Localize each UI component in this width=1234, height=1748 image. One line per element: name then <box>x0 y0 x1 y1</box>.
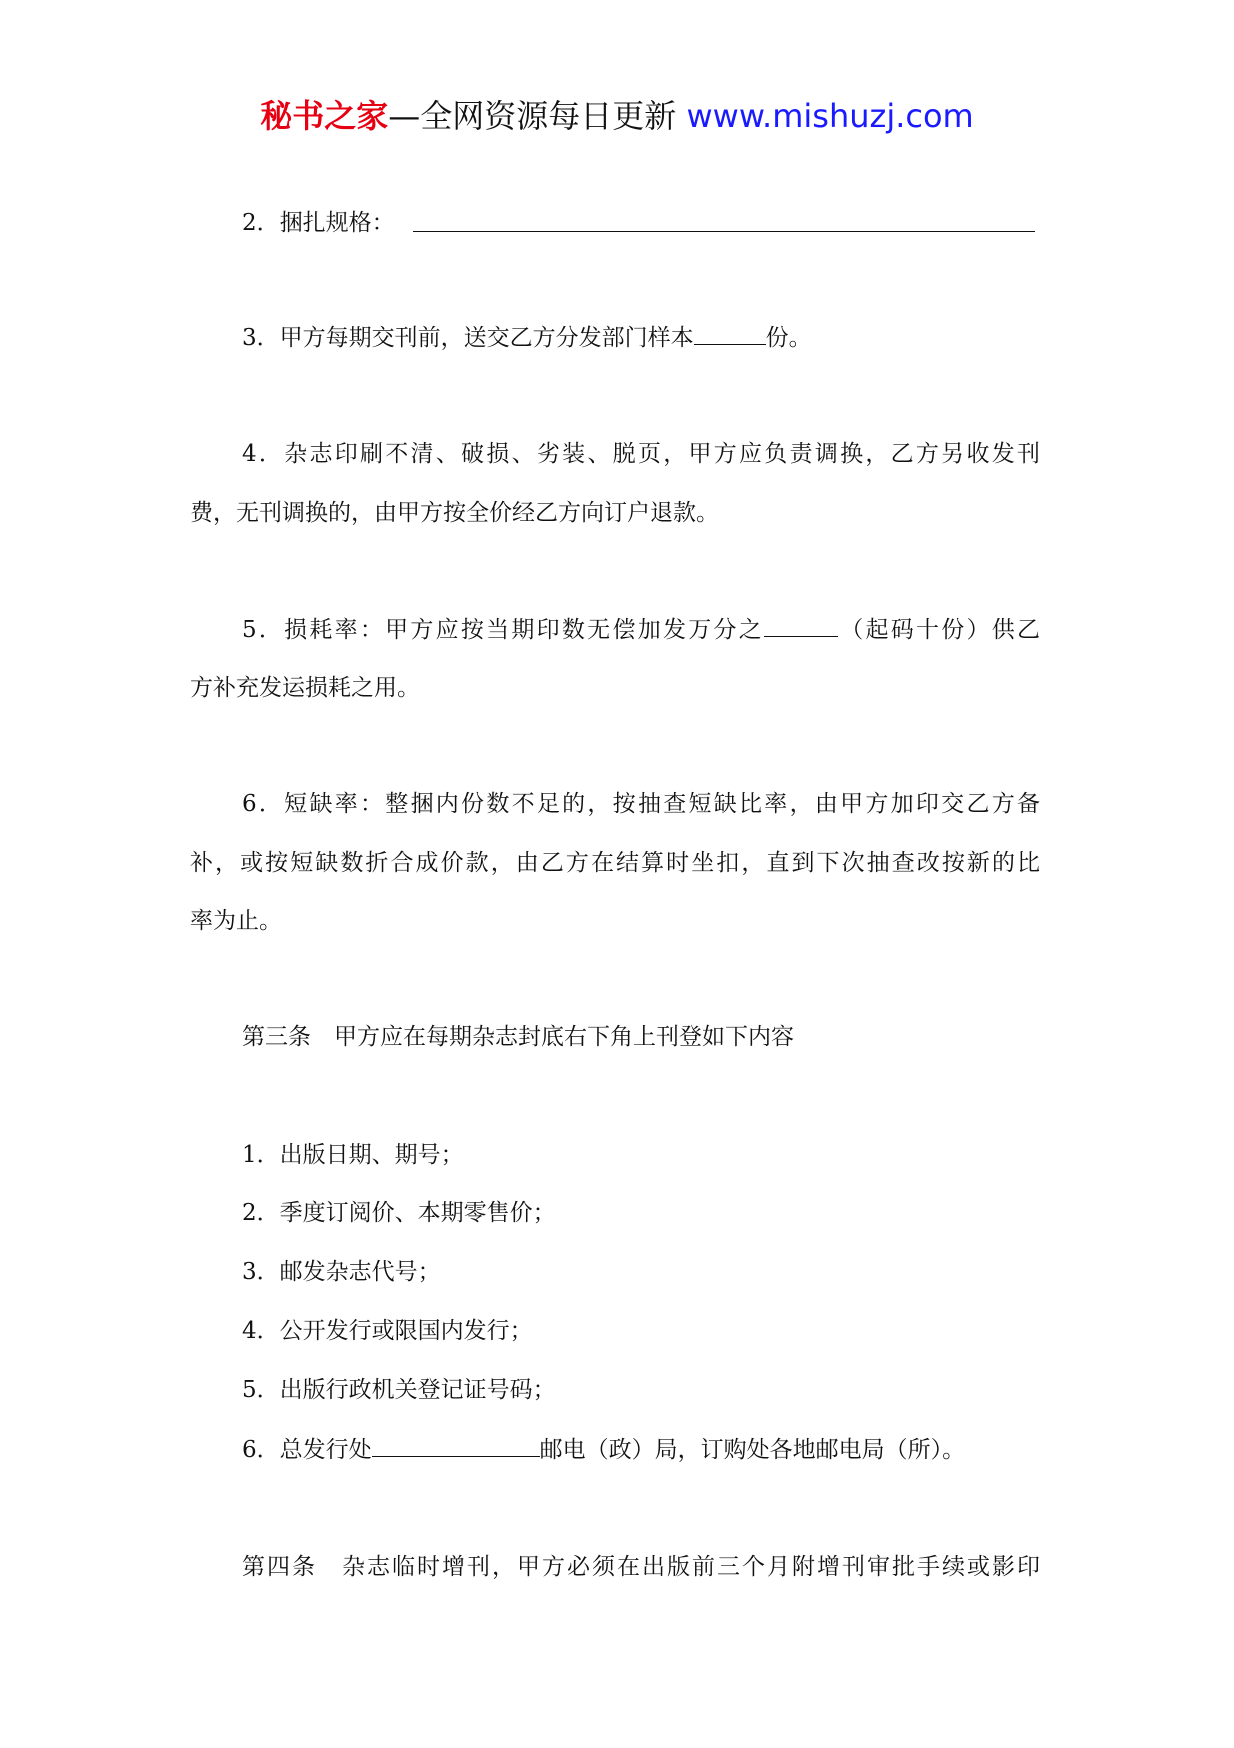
site-url-link[interactable]: www.mishuzj.com <box>686 97 974 135</box>
sample-copies-line <box>242 322 1040 353</box>
item4-line2: 费，无刊调换的，由甲方按全价经乙方向订户退款。 <box>190 500 719 526</box>
distribution-blank <box>372 1434 540 1457</box>
list-item: 4．公开发行或限国内发行； <box>242 1318 533 1344</box>
bundle-spec-line <box>242 208 1040 238</box>
article3-heading: 第三条 甲方应在每期杂志封底右下角上刊登如下内容 <box>242 1024 794 1050</box>
list-item: 2．季度订阅价、本期零售价； <box>242 1200 556 1226</box>
list-item: 3．邮发杂志代号； <box>242 1259 441 1285</box>
distribution-text: 6．总发行处 <box>242 1437 372 1463</box>
distribution-tail: 邮电（政）局，订购处各地邮电局（所）。 <box>539 1437 966 1463</box>
bundle-spec-label: 2．捆扎规格： <box>242 210 395 236</box>
item5-line2: 方补充发运损耗之用。 <box>190 675 420 701</box>
site-brand: 秘书之家 <box>260 97 389 135</box>
list-item: 1．出版日期、期号； <box>242 1142 464 1168</box>
sample-copies-unit: 份。 <box>765 325 812 351</box>
site-slogan: —全网资源每日更新 <box>388 97 677 135</box>
loss-rate-text: 5．损耗率：甲方应按当期印数无偿加发万分之 <box>242 617 764 643</box>
item6-line1: 6．短缺率：整捆内份数不足的，按抽查短缺比率，由甲方加印交乙方备 <box>242 791 1040 817</box>
list-item: 5．出版行政机关登记证号码； <box>242 1377 556 1403</box>
item6-line3: 率为止。 <box>190 908 282 934</box>
list-item-distribution <box>242 1434 1040 1465</box>
article4-line1: 第四条 杂志临时增刊，甲方必须在出版前三个月附增刊审批手续或影印 <box>242 1554 1040 1580</box>
item4-line1: 4．杂志印刷不清、破损、劣装、脱页，甲方应负责调换，乙方另收发刊 <box>242 441 1040 467</box>
loss-rate-tail: （起码十份）供乙 <box>837 617 1040 643</box>
item6-line2: 补，或按短缺数折合成价款，由乙方在结算时坐扣，直到下次抽查改按新的比 <box>190 850 1040 876</box>
loss-rate-blank <box>764 614 838 637</box>
sample-copies-text: 3．甲方每期交刊前，送交乙方分发部门样本 <box>242 325 694 351</box>
loss-rate-line <box>242 614 1040 645</box>
site-header <box>0 96 1234 136</box>
bundle-spec-blank <box>413 231 1035 232</box>
sample-copies-blank <box>694 322 766 345</box>
